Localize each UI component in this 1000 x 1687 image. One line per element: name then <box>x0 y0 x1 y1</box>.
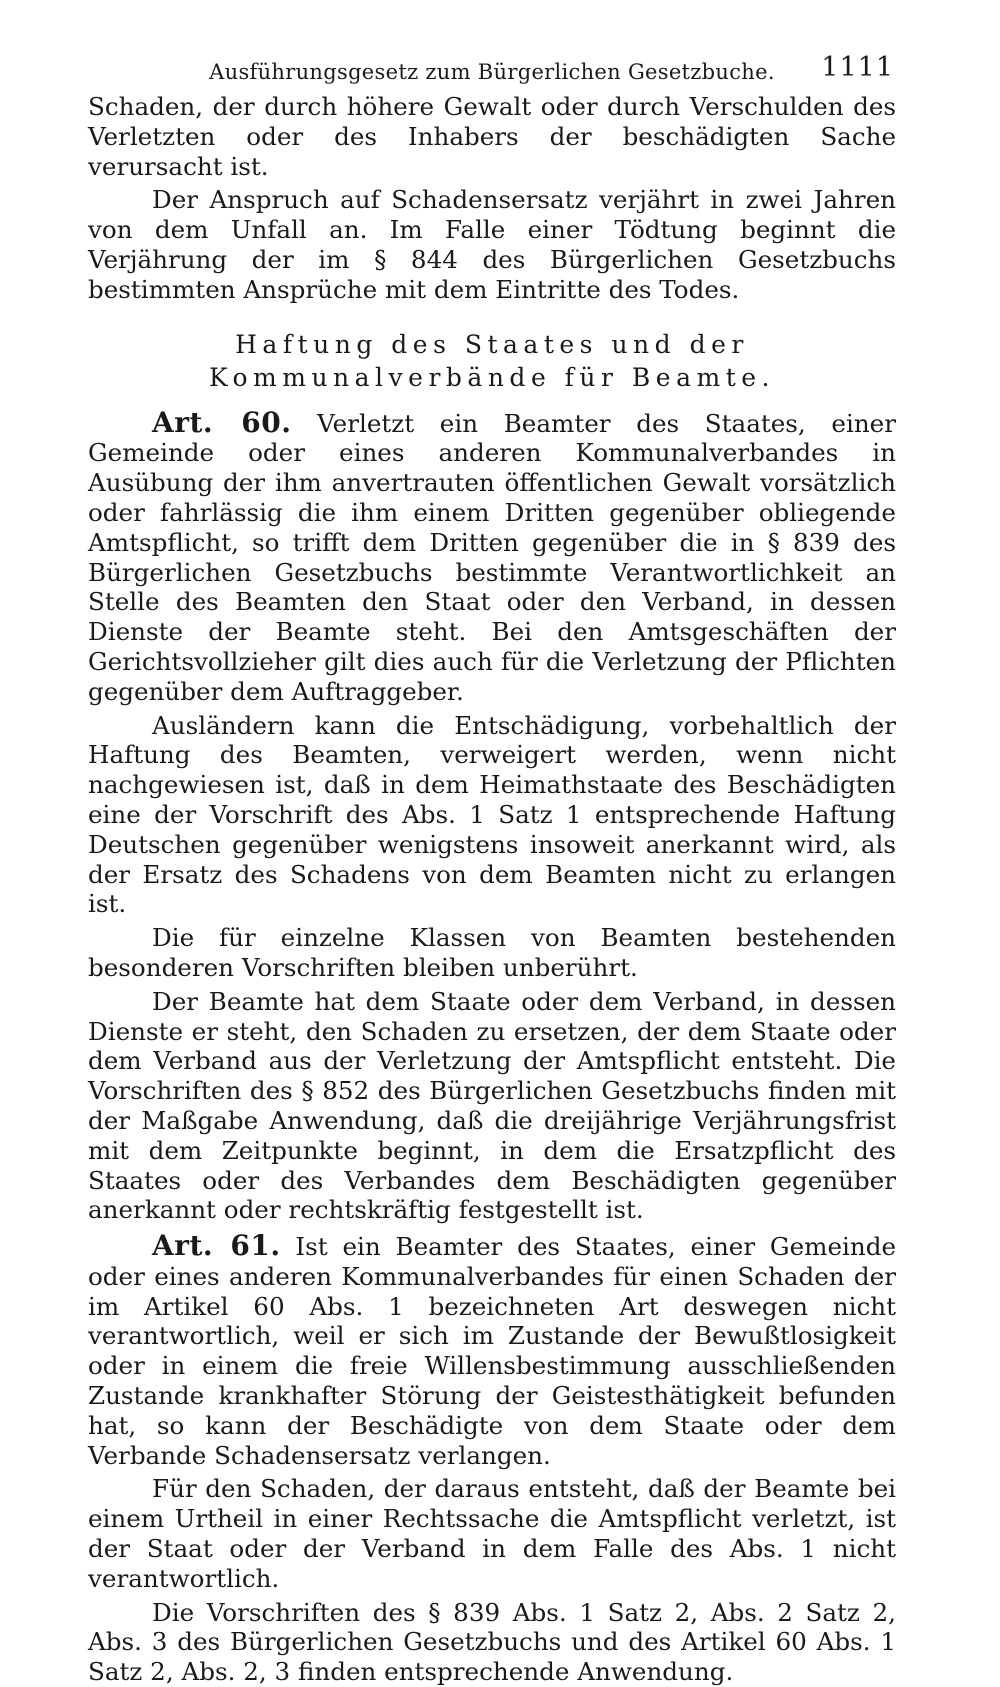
page-number: 1111 <box>821 52 894 83</box>
article-60-paragraph-1 <box>88 405 896 707</box>
article-60-paragraph-4: Der Beamte hat dem Staate oder dem Verband, in dessen Dienste er steht, den Schaden zu ersetzen, der dem Staate oder dem Verband aus der Verletzung der Amtspflicht entsteht. Die Vorschriften des § 852 des Bürgerlichen Gesetzbuchs finden mit der Maßgabe Anwendung, daß die dreijährige Verjährungsfrist mit dem Zeitpunkte beginnt, in dem die Ersatzpflicht des Staates oder des Verbandes dem Beschädigten gegenüber anerkannt oder rechtskräftig festgestellt ist. <box>88 986 896 1225</box>
running-header <box>88 52 896 92</box>
section-heading: Haftung des Staates und der Kommunalverbände für Beamte. <box>208 329 775 392</box>
article-60-paragraph-3: Die für einzelne Klassen von Beamten bestehenden besonderen Vorschriften bleiben unberührt. <box>88 923 896 982</box>
article-60-text: Verletzt ein Beamter des Staates, einer Gemeinde oder eines anderen Kommunalverbandes in Ausübung der ihm anvertrauten öffentlichen Gewalt vorsätzlich oder fahrlässig die ihm einem Dritten gegenüber obliegende Amtspflicht, so trifft dem Dritten gegenüber die in § 839 des Bürgerlichen Gesetzbuchs bestimmte Verantwortlichkeit an Stelle des Beamten den Staat oder den Verband, in dessen Dienste der Beamte steht. Bei den Amtsgeschäften der Gerichtsvollzieher gilt dies auch für die Verletzung der Pflichten gegenüber dem Auftraggeber. <box>88 408 896 706</box>
article-61-paragraph-2: Für den Schaden, der daraus entsteht, daß der Beamte bei einem Urtheil in einer Rechtssache die Amtspflicht verletzt, ist der Staat oder der Verband in dem Falle des Abs. 1 nicht verantwortlich. <box>88 1474 896 1593</box>
paragraph-continuation: Schaden, der durch höhere Gewalt oder durch Verschulden des Verletzten oder des Inhabers der beschädigten Sache verursacht ist. <box>88 92 896 181</box>
article-60-paragraph-2: Ausländern kann die Entschädigung, vorbehaltlich der Haftung des Beamten, verweigert werden, wenn nicht nachgewiesen ist, daß in dem Heimathstaate des Beschädigten eine der Vorschrift des Abs. 1 Satz 1 entsprechende Haftung Deutschen gegenüber wenigstens insoweit anerkannt wird, als der Ersatz des Schadens von dem Beamten nicht zu erlangen ist. <box>88 710 896 919</box>
document-page <box>88 52 896 1687</box>
article-61-paragraph-1 <box>88 1231 896 1470</box>
article-60-label: Art. 60. <box>152 405 292 439</box>
article-61-text: Ist ein Beamter des Staates, einer Gemeinde oder eines anderen Kommunalverbandes für einen Schaden der im Artikel 60 Abs. 1 bezeichneten Art deswegen nicht verantwortlich, weil er sich im Zustande der Bewußtlosigkeit oder in einem die freie Willensbestimmung ausschließenden Zustande krankhafter Störung der Geistesthätigkeit befunden hat, so kann der Beschädigte von dem Staate oder dem Verbande Schadensersatz verlangen. <box>88 1232 896 1470</box>
article-61-paragraph-3: Die Vorschriften des § 839 Abs. 1 Satz 2, Abs. 2 Satz 2, Abs. 3 des Bürgerlichen Gesetzbuchs und des Artikel 60 Abs. 1 Satz 2, Abs. 2, 3 finden entsprechende Anwendung. <box>88 1597 896 1687</box>
paragraph-limitation: Der Anspruch auf Schadensersatz verjährt in zwei Jahren von dem Unfall an. Im Falle einer Tödtung beginnt die Verjährung der im § 844 des Bürgerlichen Gesetzbuchs bestimmten Ansprüche mit dem Eintritte des Todes. <box>88 185 896 304</box>
article-61-label: Art. 61. <box>152 1229 281 1263</box>
running-title: Ausführungsgesetz zum Bürgerlichen Gesetzbuche. <box>209 60 775 84</box>
